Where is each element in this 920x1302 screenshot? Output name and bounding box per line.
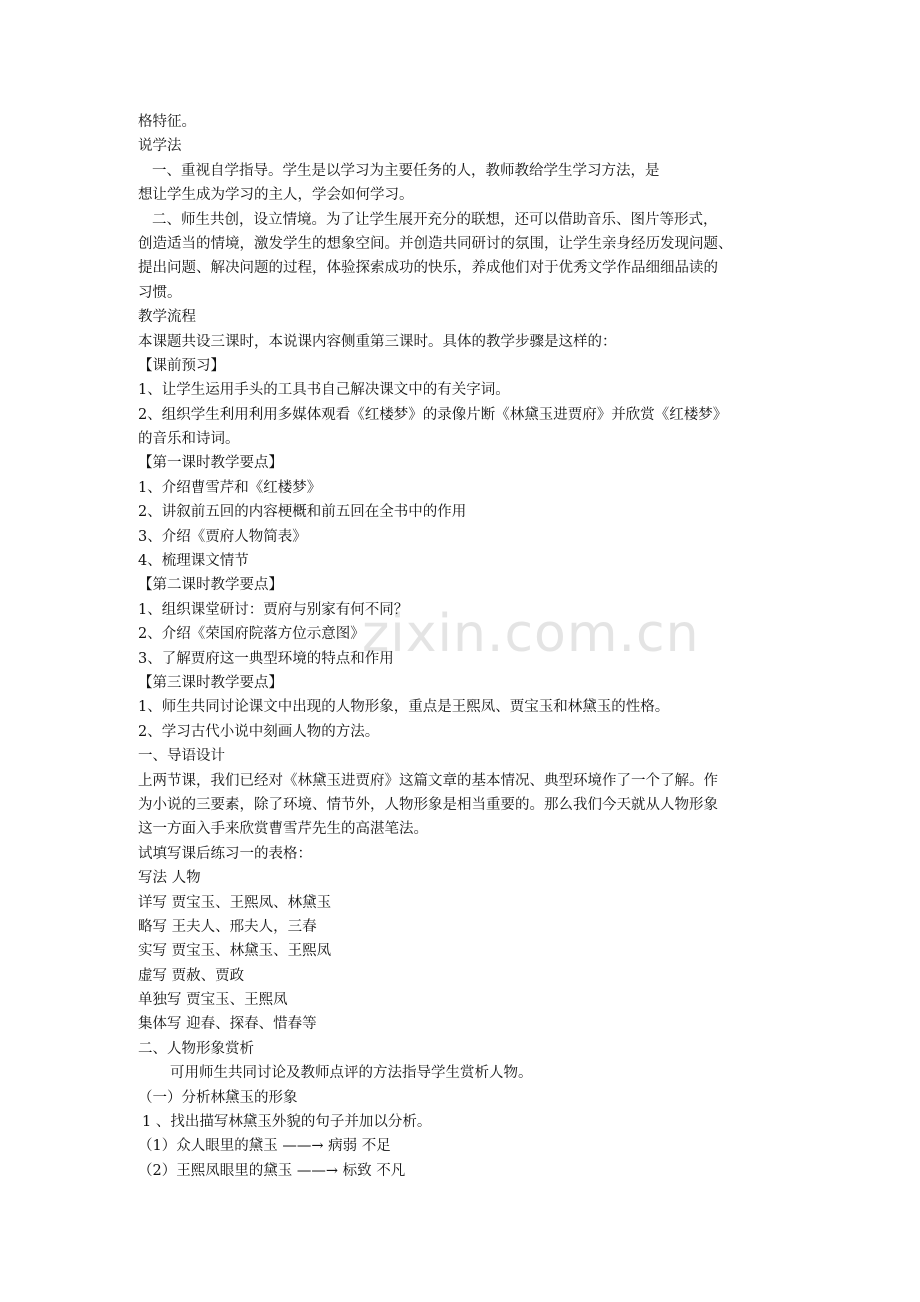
list-item: 1、组织课堂研讨：贾府与别家有何不同？ <box>138 601 409 618</box>
subheading-lesson-2: 【第二课时教学要点】 <box>138 577 283 594</box>
text-line: 想让学生成为学习的主人，学会如何学习。 <box>138 187 414 204</box>
text-line: 这一方面入手来欣赏曹雪芹先生的高湛笔法。 <box>138 821 428 838</box>
list-item: 1、介绍曹雪芹和《红楼梦》 <box>138 479 322 496</box>
table-row: 略写 王夫人、邢夫人，三春 <box>138 918 317 935</box>
text-line: 试填写课后练习一的表格： <box>138 845 312 862</box>
list-item: 2、学习古代小说中刻画人物的方法。 <box>138 723 380 740</box>
section-heading-study-method: 说学法 <box>138 138 182 155</box>
text-line: 二、师生共创，设立情境。为了让学生展开充分的联想，还可以借助音乐、图片等形式， <box>152 211 718 228</box>
subheading-lesson-3: 【第三课时教学要点】 <box>138 674 283 691</box>
watermark: zixin.com.cn <box>362 604 700 664</box>
list-item: 4、梳理课文情节 <box>138 553 249 570</box>
list-item: 2、讲叙前五回的内容梗概和前五回在全书中的作用 <box>138 504 467 521</box>
text-line: 习惯。 <box>138 284 182 301</box>
list-item: （2）王熙凤眼里的黛玉 ——→ 标致 不凡 <box>138 1162 406 1179</box>
text-line: 可用师生共同讨论及教师点评的方法指导学生赏析人物。 <box>170 1065 533 1082</box>
list-item: 1、让学生运用手头的工具书自己解决课文中的有关字词。 <box>138 382 510 399</box>
section-heading-teaching-process: 教学流程 <box>138 309 196 326</box>
subheading-daiyu: （一）分析林黛玉的形象 <box>138 1089 298 1106</box>
text-line: 为小说的三要素，除了环境、情节外，人物形象是相当重要的。那么我们今天就从人物形象 <box>138 796 718 813</box>
section-heading-intro: 一、导语设计 <box>138 748 225 765</box>
list-item: 1、师生共同讨论课文中出现的人物形象，重点是王熙凤、贾宝玉和林黛玉的性格。 <box>138 699 670 716</box>
table-row: 单独写 贾宝玉、王熙凤 <box>138 992 288 1009</box>
list-item: 1 、找出描写林黛玉外貌的句子并加以分析。 <box>142 1114 432 1131</box>
table-row: 详写 贾宝玉、王熙凤、林黛玉 <box>138 894 332 911</box>
list-item: 2、介绍《荣国府院落方位示意图》 <box>138 626 365 643</box>
list-item: 3、介绍《贾府人物简表》 <box>138 528 307 545</box>
text-line: 的音乐和诗词。 <box>138 431 240 448</box>
text-line: 格特征。 <box>138 114 196 130</box>
list-item: （1）众人眼里的黛玉 ——→ 病弱 不足 <box>138 1138 391 1155</box>
table-row: 写法 人物 <box>138 870 201 887</box>
text-line: 上两节课，我们已经对《林黛玉进贾府》这篇文章的基本情况、典型环境作了一个了解。作 <box>138 772 718 789</box>
subheading-preview: 【课前预习】 <box>138 357 225 374</box>
list-item: 2、组织学生利用利用多媒体观看《红楼梦》的录像片断《林黛玉进贾府》并欣赏《红楼梦》 <box>138 406 728 423</box>
document-body <box>138 110 788 1183</box>
text-line: 一、重视自学指导。学生是以学习为主要任务的人，教师教给学生学习方法，是 <box>152 162 660 179</box>
text-line: 本课题共设三课时，本说课内容侧重第三课时。具体的教学步骤是这样的： <box>138 333 617 350</box>
list-item: 3、了解贾府这一典型环境的特点和作用 <box>138 650 394 667</box>
table-row: 虚写 贾赦、贾政 <box>138 967 245 984</box>
table-row: 实写 贾宝玉、林黛玉、王熙凤 <box>138 943 332 960</box>
section-heading-character-analysis: 二、人物形象赏析 <box>138 1040 254 1057</box>
subheading-lesson-1: 【第一课时教学要点】 <box>138 455 283 472</box>
table-row: 集体写 迎春、探春、惜春等 <box>138 1016 317 1033</box>
text-line: 提出问题、解决问题的过程，体验探索成功的快乐，养成他们对于优秀文学作品细细品读的 <box>138 260 718 277</box>
text-line: 创造适当的情境，激发学生的想象空间。并创造共同研讨的氛围，让学生亲身经历发现问题、 <box>138 235 733 252</box>
